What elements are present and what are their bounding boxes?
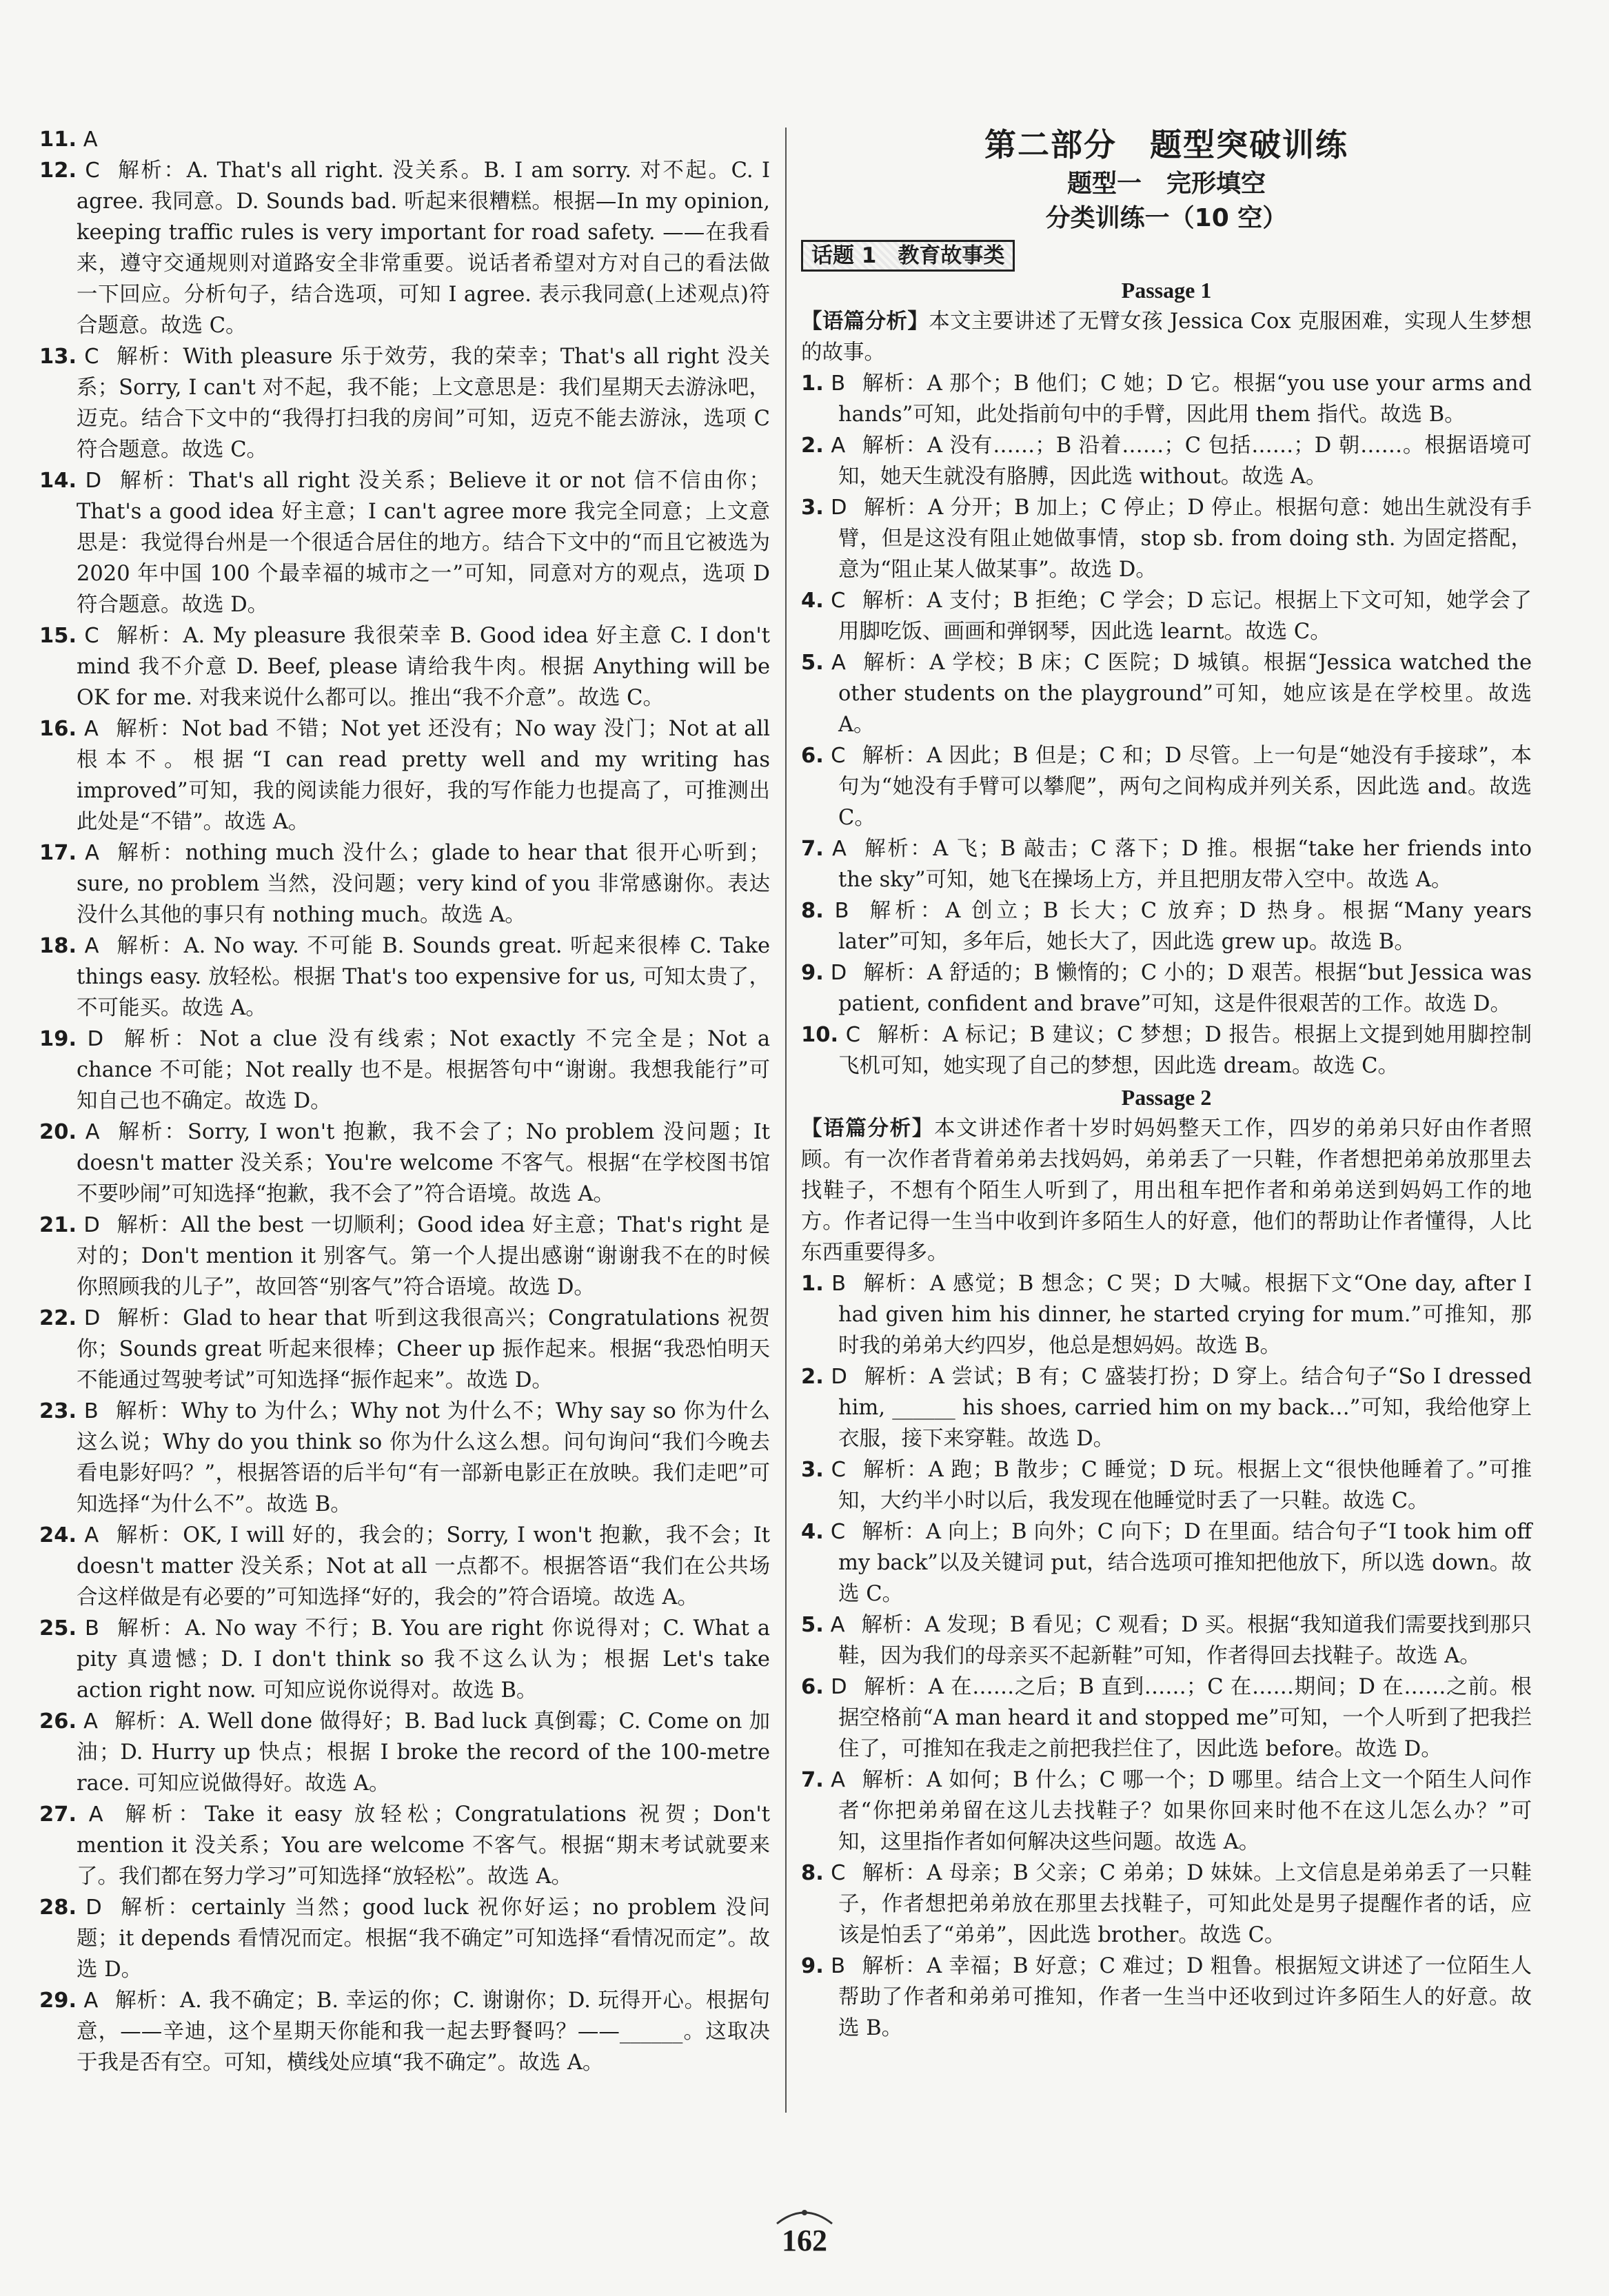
- answer-number: 2.: [801, 1365, 824, 1389]
- analysis-label: 解析：: [862, 372, 927, 396]
- analysis-text: A 创立；B 长大；C 放弃；D 热身。根据“Many years later”可知，多年后，她长大了，因此选 grew up。故选 B。: [838, 899, 1532, 954]
- answer-item: [39, 620, 770, 713]
- passage-1-title: Passage 1: [1121, 278, 1212, 303]
- analysis-text: A 向上；B 向外；C 向下；D 在里面。结合句子“I took him off my back”以及关键词 put，结合选项可推知把他放下，所以选 down。故选 C。: [838, 1520, 1532, 1606]
- analysis-text: Glad to hear that 听到这我很高兴；Congratulations 祝贺你；Sounds great 听起来很棒；Cheer up 振作起来。根据“我恐怕明天不能通过驾驶考试”可知选择“振作起来”。故选 D。: [77, 1306, 770, 1392]
- answer-choice: D: [85, 1896, 102, 1920]
- analysis-text: A 幸福；B 好意；C 难过；D 粗鲁。根据短文讲述了一位陌生人帮助了作者和弟弟可推知，作者一生当中还收到过许多陌生人的好意。故选 B。: [838, 1954, 1532, 2040]
- analysis-label: 解析：: [116, 159, 187, 183]
- analysis-text: A 尝试；B 有；C 盛装打扮；D 穿上。结合句子“So I dressed him, ______ his shoes, carried him on my back…”可知，我给他穿上衣服，接下来穿鞋。故选 D。: [838, 1365, 1532, 1451]
- answer-item: [39, 155, 770, 341]
- analysis-text: A. That's all right. 没关系。B. I am sorry. 对不起。C. I agree. 我同意。D. Sounds bad. 听起来很糟糕。根据—In my opinion, keeping traffic rules is very important for road safety. ——在我看来，遵守交通规则对道路安全非常重要。说话者希望对方对自己的看法做一下回应。分析句子，结合选项，可知 I agree. 表示我同意(上述观点)符合题意。故选 C。: [77, 159, 770, 338]
- answer-number: 5.: [801, 1613, 824, 1637]
- answer-number: 7.: [801, 1768, 824, 1792]
- answer-number: 1.: [801, 1272, 824, 1296]
- analysis-text: A 因此；B 但是；C 和；D 尽管。上一句是“她没有手接球”，本句为“她没有手臂可以攀爬”，两句之间构成并列关系，因此选 and。故选 C。: [838, 744, 1532, 830]
- answer-number: 29.: [39, 1989, 77, 2013]
- passage-2-analysis: [801, 1113, 1532, 1268]
- analysis-text: Take it easy 放轻松；Congratulations 祝贺；Don't mention it 没关系；You are welcome 不客气。根据“期末考试就要来了。我们都在努力学习”可知选择“放轻松”。故选 A。: [77, 1802, 770, 1889]
- analysis-text: A 舒适的；B 懒惰的；C 小的；D 艰苦。根据“but Jessica was patient, confident and brave”可知，这是件很艰苦的工作。故选 D。: [838, 961, 1532, 1016]
- analysis-label: 解析：: [118, 469, 190, 493]
- answer-item: [801, 1516, 1532, 1609]
- analysis-label: 解析：: [863, 961, 927, 985]
- answer-number: 20.: [39, 1120, 77, 1144]
- training-title: 分类训练一（10 空）: [1045, 204, 1288, 232]
- answer-item: [801, 585, 1532, 647]
- analysis-label: 解析：: [115, 841, 185, 865]
- answer-number: 10.: [801, 1023, 839, 1047]
- answer-choice: C: [845, 1023, 860, 1047]
- answer-number: 4.: [801, 1520, 824, 1544]
- answer-number: 3.: [801, 1458, 824, 1482]
- answer-choice: C: [830, 1520, 846, 1544]
- answer-number: 6.: [801, 1675, 824, 1699]
- answer-item: [39, 713, 770, 837]
- answer-item: [801, 740, 1532, 833]
- answer-choice: A: [830, 1613, 845, 1637]
- answer-choice: A: [88, 1802, 103, 1827]
- answer-choice: B: [834, 899, 849, 923]
- passage-2-title: Passage 2: [1121, 1085, 1212, 1110]
- answer-choice: C: [831, 589, 846, 613]
- answer-item: [39, 1892, 770, 1985]
- answer-item: [39, 1210, 770, 1303]
- passage-1-analysis: [801, 306, 1532, 368]
- answer-item: [801, 1361, 1532, 1454]
- answer-item: [39, 341, 770, 465]
- answer-number: 6.: [801, 744, 824, 768]
- answer-choice: D: [830, 961, 847, 985]
- analysis-text: A. No way. 不可能 B. Sounds great. 听起来很棒 C. Take things easy. 放轻松。根据 That's too expensive for us, 可知太贵了，不可能买。故选 A。: [77, 934, 770, 1020]
- answer-number: 9.: [801, 1954, 824, 1978]
- analysis-label: 解析：: [862, 1272, 930, 1296]
- answer-number: 18.: [39, 934, 77, 958]
- answer-choice: D: [831, 496, 847, 520]
- answer-item: [801, 430, 1532, 492]
- answer-item: [801, 1609, 1532, 1672]
- analysis-label: 解析：: [862, 434, 928, 458]
- analysis-label: 解析：: [862, 651, 930, 675]
- answer-choice: D: [83, 1306, 101, 1330]
- analysis-text: A 那个；B 他们；C 她；D 它。根据“you use your arms and hands”可知，此处指前句中的手臂，因此用 them 指代。故选 B。: [838, 372, 1532, 427]
- analysis-label: 解析：: [117, 1306, 183, 1330]
- answer-item: [801, 895, 1532, 957]
- analysis-text: A. No way 不行；B. You are right 你说得对；C. What a pity 真遗憾；D. I don't think so 我不这么认为；根据 Let's take action right now. 可知应说你说得对。故选 B。: [77, 1616, 771, 1703]
- answer-item: [801, 833, 1532, 895]
- answer-item: [39, 1985, 770, 2078]
- answer-number: 13.: [39, 345, 77, 369]
- answer-choice: A: [84, 934, 99, 958]
- analysis-label: 解析：: [862, 837, 933, 861]
- answer-item: [801, 1858, 1532, 1951]
- answer-number: 1.: [801, 372, 824, 396]
- answer-choice: A: [84, 717, 99, 741]
- passage-1-answers: [801, 368, 1532, 1081]
- answer-item: [39, 465, 770, 620]
- analysis-text: 本文讲述作者十岁时妈妈整天工作，四岁的弟弟只好由作者照顾。有一次作者背着弟弟去找妈妈，弟弟丢了一只鞋，作者想把弟弟放那里去找鞋子，不想有个陌生人听到了，用出租车把作者和弟弟送到妈妈工作的地方。作者记得一生当中收到许多陌生人的好意，他们的帮助让作者懂得，人比东西重要得多。: [801, 1117, 1532, 1265]
- analysis-label: 解析：: [862, 1861, 927, 1885]
- analysis-label: 解析：: [862, 1458, 929, 1482]
- page-number: 162: [782, 2224, 827, 2257]
- analysis-label: 解析：: [862, 744, 927, 768]
- answer-number: 19.: [39, 1027, 77, 1051]
- analysis-text: A 标记；B 建议；C 梦想；D 报告。根据上文提到她用脚控制飞机可知，她实现了自己的梦想，因此选 dream。故选 C。: [838, 1023, 1532, 1078]
- question-type-title: 题型一 完形填空: [1066, 170, 1266, 198]
- analysis-label: 解析：: [115, 1616, 185, 1640]
- analysis-text: A 在……之后；B 直到……；C 在……期间；D 在……之前。根据空格前“A man heard it and stopped me”可知，一个人听到了把我拦住了，可推知在我走之前把我拦住了，因此选 before。故选 D。: [838, 1675, 1532, 1761]
- passage-2-answers: [801, 1268, 1532, 2044]
- answer-choice: D: [831, 1365, 847, 1389]
- answer-choice: A: [831, 837, 847, 861]
- analysis-label: 解析：: [862, 1954, 927, 1978]
- analysis-label: 解析：: [115, 1523, 183, 1547]
- analysis-label: 解析：: [863, 1365, 929, 1389]
- answer-choice: B: [84, 1616, 99, 1640]
- answer-item: [39, 837, 770, 931]
- answer-item: [39, 931, 770, 1024]
- answer-number: 24.: [39, 1523, 77, 1547]
- analysis-text: A 分开；B 加上；C 停止；D 停止。根据句意：她出生就没有手臂，但是这没有阻止她做事情，stop sb. from doing sth. 为固定搭配，意为“阻止某人做某事”。故选 D。: [838, 496, 1532, 582]
- analysis-text: All the best 一切顺利；Good idea 好主意；That's right 是对的；Don't mention it 别客气。第一个人提出感谢“谢谢我不在的时候你照顾我的儿子”，故回答“别客气”符合语境。故选 D。: [77, 1213, 770, 1299]
- answer-choice: A: [83, 128, 98, 152]
- analysis-text: nothing much 没什么；glade to hear that 很开心听到；sure, no problem 当然，没问题；very kind of you 非常感谢你。表达没什么其他的事只有 nothing much。故选 A。: [77, 841, 770, 927]
- analysis-text: A 如何；B 什么；C 哪一个；D 哪里。结合上文一个陌生人问作者“你把弟弟留在这儿去找鞋子？如果你回来时他不在这儿怎么办？”可知，这里指作者如何解决这些问题。故选 A。: [838, 1768, 1532, 1854]
- answer-number: 27.: [39, 1802, 77, 1827]
- answer-choice: D: [87, 1027, 104, 1051]
- answer-number: 17.: [39, 841, 77, 865]
- answer-item: [801, 492, 1532, 585]
- answer-choice: C: [831, 744, 846, 768]
- analysis-text: That's all right 没关系；Believe it or not 信不信由你；That's a good idea 好主意；I can't agree more 我完全同意；上文意思是：我觉得台州是一个很适合居住的地方。结合下文中的“而且它被选为 2020 年中国 100 个最幸福的城市之一”可知，同意对方的观点，选项 D 符合题意。故选 D。: [77, 469, 770, 617]
- analysis-label: 解析：: [863, 1675, 929, 1699]
- analysis-label: 解析：: [862, 589, 927, 613]
- answer-choice: B: [831, 372, 846, 396]
- analysis-text: A. 我不确定；B. 幸运的你；C. 谢谢你；D. 玩得开心。根据句意，——辛迪，这个星期天你能和我一起去野餐吗？——______。这取决于我是否有空。可知，横线处应填“我不确定”。故选 A。: [77, 1989, 770, 2075]
- analysis-text: A. Well done 做得好；B. Bad luck 真倒霉；C. Come on 加油；D. Hurry up 快点；根据 I broke the record of the 100-metre race. 可知应说做得好。故选 A。: [77, 1709, 770, 1796]
- part-title: 第二部分 题型突破训练: [984, 126, 1348, 163]
- answer-choice: A: [831, 434, 846, 458]
- answer-number: 8.: [801, 899, 824, 923]
- analysis-text: A 跑；B 散步；C 睡觉；D 玩。根据上文“很快他睡着了。”可推知，大约半小时以后，我发现在他睡觉时丢了一只鞋。故选 C。: [838, 1458, 1532, 1513]
- analysis-label: 解析：: [116, 1213, 181, 1237]
- answer-number: 26.: [39, 1709, 77, 1734]
- analysis-text: OK, I will 好的，我会的；Sorry, I won't 抱歉，我不会；It doesn't matter 没关系；Not at all 一点都不。根据答语“我们在公共场合这样做是有必要的”可知选择“好的，我会的”符合语境。故选 A。: [77, 1523, 770, 1609]
- answer-choice: D: [83, 1213, 100, 1237]
- answer-number: 11.: [39, 128, 77, 152]
- analysis-text: Sorry, I won't 抱歉，我不会了；No problem 没问题；It doesn't matter 没关系；You're welcome 不客气。根据“在学校图书馆不要吵闹”可知选择“抱歉，我不会了”符合语境。故选 A。: [77, 1120, 771, 1206]
- answer-choice: A: [831, 1768, 846, 1792]
- topic-label: 话题 1 教育故事类: [801, 240, 1015, 272]
- answer-item: [801, 1268, 1532, 1361]
- analysis-label: 解析：: [118, 1896, 192, 1920]
- analysis-label: 解析：: [877, 1023, 943, 1047]
- analysis-tag: 【语篇分析】: [801, 309, 929, 334]
- answer-number: 28.: [39, 1896, 77, 1920]
- answer-item: [39, 1303, 770, 1396]
- analysis-text: A 飞；B 敲击；C 落下；D 推。根据“take her friends into the sky”可知，她飞在操场上方，并且把朋友带入空中。故选 A。: [838, 837, 1532, 892]
- answer-item: [39, 124, 770, 155]
- answer-item: [801, 957, 1532, 1019]
- answer-choice: C: [84, 345, 99, 369]
- analysis-tag: 【语篇分析】: [801, 1116, 935, 1141]
- answer-number: 15.: [39, 624, 77, 648]
- answer-item: [801, 368, 1532, 430]
- answer-item: [801, 1951, 1532, 2044]
- answer-item: [39, 1396, 770, 1520]
- analysis-label: 解析：: [114, 1709, 179, 1734]
- answer-choice: C: [831, 1458, 846, 1482]
- answer-number: 2.: [801, 434, 824, 458]
- answer-choice: C: [831, 1861, 846, 1885]
- answer-number: 16.: [39, 717, 77, 741]
- analysis-label: 解析：: [114, 1399, 181, 1423]
- answer-choice: C: [84, 624, 99, 648]
- answer-choice: A: [85, 1120, 100, 1144]
- answer-item: [39, 1024, 770, 1117]
- answer-item: [801, 1454, 1532, 1516]
- analysis-label: 解析：: [863, 496, 929, 520]
- analysis-text: With pleasure 乐于效劳，我的荣幸；That's all right 没关系；Sorry, I can't 对不起，我不能；上文意思是：我们星期天去游泳吧，迈克。结合下文中的“我得打扫我的房间”可知，迈克不能去游泳，选项 C 符合题意。故选 C。: [77, 345, 771, 462]
- answer-number: 25.: [39, 1616, 77, 1640]
- analysis-label: 解析：: [116, 1120, 188, 1144]
- answer-choice: D: [831, 1675, 847, 1699]
- left-column: [39, 124, 770, 2078]
- analysis-text: A 学校；B 床；C 医院；D 城镇。根据“Jessica watched the other students on the playground”可知，她应该是在学校里。故选 A。: [838, 651, 1532, 737]
- answer-item: [801, 647, 1532, 740]
- right-column: [801, 124, 1532, 2044]
- answer-item: [39, 1799, 770, 1892]
- answer-choice: A: [84, 1523, 99, 1547]
- answer-item: [39, 1117, 770, 1210]
- analysis-text: Not a clue 没有线索；Not exactly 不完全是；Not a chance 不可能；Not really 也不是。根据答句中“谢谢。我想我能行”可知自己也不确定。故选 D。: [77, 1027, 771, 1113]
- answer-item: [39, 1613, 770, 1706]
- answer-number: 4.: [801, 589, 824, 613]
- analysis-label: 解析：: [865, 899, 946, 923]
- answer-number: 14.: [39, 469, 77, 493]
- analysis-text: 本文主要讲述了无臂女孩 Jessica Cox 克服困难，实现人生梦想的故事。: [801, 309, 1532, 365]
- analysis-label: 解析：: [115, 624, 183, 648]
- analysis-text: A 没有……；B 沿着……；C 包括……；D 朝……。根据语境可知，她天生就没有胳膊，因此选 without。故选 A。: [838, 434, 1532, 489]
- answer-number: 7.: [801, 837, 824, 861]
- analysis-text: A 母亲；B 父亲；C 弟弟；D 妹妹。上文信息是弟弟丢了一只鞋子，作者想把弟弟放在那里去找鞋子，可知此处是男子提醒作者的话，应该是怕丢了“弟弟”，因此选 brother。故选 C。: [838, 1861, 1532, 1947]
- analysis-label: 解析：: [114, 717, 182, 741]
- answer-choice: B: [83, 1399, 99, 1423]
- analysis-label: 解析：: [862, 1768, 927, 1792]
- analysis-label: 解析：: [861, 1613, 925, 1637]
- analysis-text: A 支付；B 拒绝；C 学会；D 忘记。根据上下文可知，她学会了用脚吃饭、画画和弹钢琴，因此选 learnt。故选 C。: [838, 589, 1532, 644]
- answer-choice: B: [831, 1272, 847, 1296]
- answer-number: 23.: [39, 1399, 77, 1423]
- answer-choice: A: [83, 1709, 99, 1734]
- answer-choice: A: [85, 841, 99, 865]
- analysis-text: Why to 为什么；Why not 为什么不；Why say so 你为什么这么说；Why do you think so 你为什么这么想。问句询问“我们今晚去看电影好吗？”，根据答语的后半句“有一部新电影正在放映。我们走吧”可知选择“为什么不”。故选 B。: [77, 1399, 770, 1516]
- answer-choice: D: [85, 469, 102, 493]
- analysis-label: 解析：: [115, 345, 183, 369]
- answer-item: [801, 1672, 1532, 1765]
- analysis-text: certainly 当然；good luck 祝你好运；no problem 没问题；it depends 看情况而定。根据“我不确定”可知选择“看情况而定”。故选 D。: [77, 1896, 771, 1982]
- answer-choice: C: [85, 159, 100, 183]
- answer-number: 3.: [801, 496, 824, 520]
- answer-number: 5.: [801, 651, 824, 675]
- answer-number: 9.: [801, 961, 824, 985]
- analysis-label: 解析：: [115, 934, 184, 958]
- answer-number: 8.: [801, 1861, 824, 1885]
- analysis-text: A. My pleasure 我很荣幸 B. Good idea 好主意 C. I don't mind 我不介意 D. Beef, please 请给我牛肉。根据 Anything will be OK for me. 对我来说什么都可以。推出“我不介意”。故选 C。: [77, 624, 771, 710]
- answer-item: [39, 1706, 770, 1799]
- answer-number: 12.: [39, 159, 77, 183]
- column-divider: [785, 128, 787, 2113]
- analysis-text: Not bad 不错；Not yet 还没有；No way 没门；Not at all 根本不。根据“I can read pretty well and my writing has improved”可知，我的阅读能力很好，我的写作能力也提高了，可推测出此处是“不错”。故选 A。: [77, 717, 770, 834]
- analysis-label: 解析：: [119, 1802, 205, 1827]
- answer-number: 22.: [39, 1306, 77, 1330]
- analysis-text: A 感觉；B 想念；C 哭；D 大喊。根据下文“One day, after I had given him his dinner, he started crying for mum.”可推知，那时我的弟弟大约四岁，他总是想妈妈。故选 B。: [838, 1272, 1532, 1358]
- answer-choice: A: [831, 651, 846, 675]
- analysis-text: A 发现；B 看见；C 观看；D 买。根据“我知道我们需要找到那只鞋，因为我们的母亲买不起新鞋”可知，作者得回去找鞋子。故选 A。: [838, 1613, 1532, 1668]
- answer-number: 21.: [39, 1213, 77, 1237]
- answer-item: [801, 1019, 1532, 1081]
- answer-choice: A: [83, 1989, 99, 2013]
- answer-choice: B: [831, 1954, 846, 1978]
- analysis-label: 解析：: [120, 1027, 200, 1051]
- answer-item: [39, 1520, 770, 1613]
- answer-item: [801, 1765, 1532, 1858]
- analysis-label: 解析：: [862, 1520, 926, 1544]
- analysis-label: 解析：: [114, 1989, 181, 2013]
